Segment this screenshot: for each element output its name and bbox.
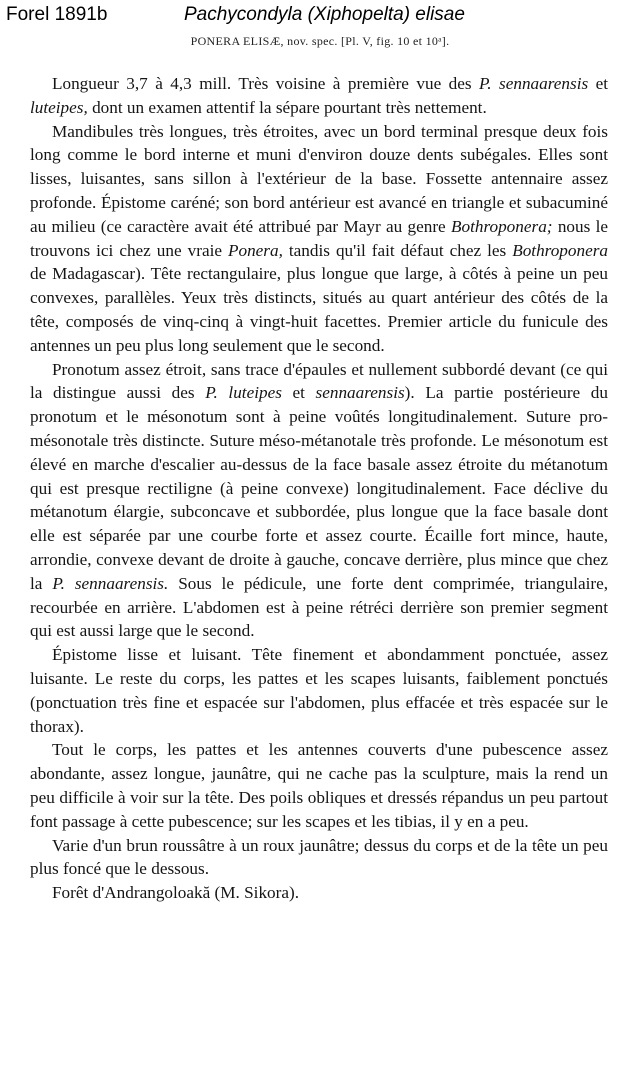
text-run: Mandibules très longues, très étroites, avec un bord terminal presque deux fois long comme le bord interne et muni d'environ douze dents subégales. Elles sont lisses, luisantes, sans sillon à l'extérieur de la base. Fossette antennaire assez profonde. Épistome caréné; son bord antérieur est avancé en triangle et subacuminé au milieu (ce caractère avait été attribué par Mayr au genre <box>30 121 608 236</box>
text-run: Sous le pédicule, une forte dent comprimée, triangulaire, recourbée en arrière. L'abdomen est à peine rétréci derrière son premier segment qui est aussi large que le second. <box>30 573 609 641</box>
italic-taxon-name: P. sennaarensis <box>479 74 589 93</box>
paragraph-pubescence <box>30 738 608 833</box>
paragraph-color <box>30 834 608 882</box>
text-run: ). La partie postérieure du pronotum et le mésonotum sont à peine voûtés longitudinalement. Suture pro-mésonotale très distincte. Suture méso-métanotale très profonde. Le mésonotum est élevé en marche d'escalier au-dessus de la face basale assez étroite du métanotum qui est presque rectiligne (à peine convexe) longitudinalement. Face déclive du métanotum élargie, subconcave et subbordée, plus longue que la face basale dont elle est séparée par une courbe forte et assez courte. Écaille fort mince, haute, arrondie, convexe devant de droite à gauche, concave derrière, plus mince que chez la <box>30 383 608 593</box>
italic-taxon-name: P. luteipes <box>205 383 282 403</box>
italic-taxon-name: P. sennaarensis. <box>52 573 169 593</box>
text-run: Tout le corps, les pattes et les antennes couverts d'une pubescence assez abondante, assez longue, jaunâtre, qui ne cache pas la sculpture, mais la rend un peu difficile à voir sur la tête. Des poils obliques et dressés répandus un peu partout font passage à cette pubescence; sur les scapes et les tibias, il y en a peu. <box>30 740 608 831</box>
paragraph-thorax <box>30 358 608 644</box>
paragraph-sculpture <box>30 643 608 738</box>
paragraph-size <box>30 72 608 120</box>
paragraph-head <box>30 120 608 358</box>
original-name-caption: PONERA ELISÆ, nov. spec. [Pl. V, fig. 10 et 10ᵃ]. <box>190 34 450 48</box>
italic-taxon-name: Ponera, <box>227 240 283 260</box>
paragraph-locality <box>30 881 608 905</box>
text-run: Varie d'un brun roussâtre à un roux jaunâtre; dessus du corps et de la tête un peu plus foncé que le dessous. <box>30 835 608 879</box>
text-run: et <box>588 74 609 93</box>
text-run: de Madagascar). Tête rectangulaire, plus longue que large, à côtés à peine un peu convexes, parallèles. Yeux très distincts, situés au quart antérieur des côtés de la tête, composés de vinq-cinq à vingt-huit facettes. Premier article du funicule des antennes un peu plus long seulement que le second. <box>30 264 608 355</box>
text-run: Pronotum assez étroit, sans trace d'épaules et nullement subbordé devant (ce qui la distingue aussi des <box>30 359 608 403</box>
text-run: Épistome lisse et luisant. Tête finement et abondamment ponctuée, assez luisante. Le reste du corps, les pattes et les scapes luisants, faiblement ponctués (ponctuation très fine et espacée sur l'abdomen, plus effacée et très espacée sur le thorax). <box>30 645 608 736</box>
italic-taxon-name: Bothroponera <box>512 240 609 260</box>
text-run: Longueur 3,7 à 4,3 mill. Très voisine à première vue des <box>52 74 480 93</box>
text-run: Forêt d'Andrangoloakă (M. Sikora). <box>52 883 300 903</box>
text-run: tandis qu'il fait défaut chez les <box>282 240 513 260</box>
text-run: et <box>281 383 316 403</box>
page-header <box>6 4 634 32</box>
italic-taxon-name: Bothroponera; <box>450 216 553 236</box>
italic-taxon-name: luteipes, <box>30 97 88 117</box>
text-run: dont un examen attentif la sépare pourtant très nettement. <box>87 97 487 117</box>
reference-label: Forel 1891b <box>6 4 108 25</box>
italic-taxon-name: sennaarensis <box>315 383 405 403</box>
taxon-title: Pachycondyla (Xiphopelta) elisae <box>184 4 465 25</box>
description-body <box>30 72 608 905</box>
text-run: nous le trouvons ici chez une vraie <box>30 216 609 260</box>
